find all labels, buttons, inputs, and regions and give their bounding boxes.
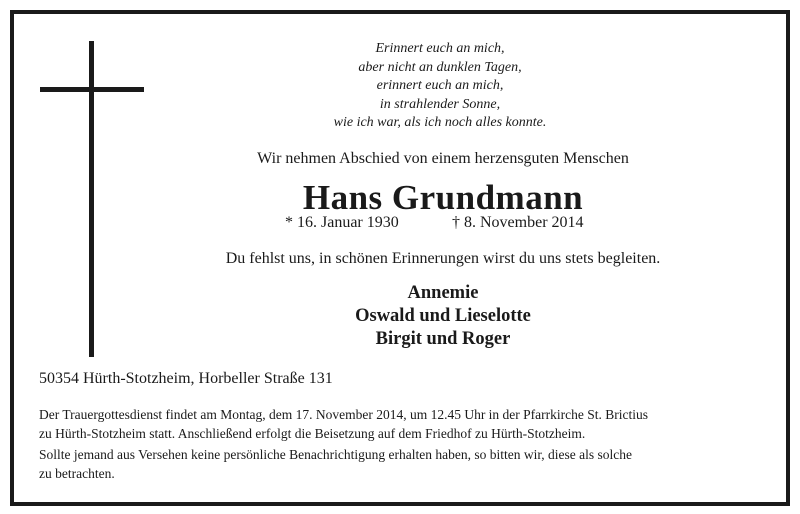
service-notice-line: zu Hürth-Stotzheim statt. Anschließend erfolgt die Beisetzung auf dem Friedhof zu Hürth-Stotzheim. [39, 426, 586, 441]
poem-line: wie ich war, als ich noch alles konnte. [333, 115, 547, 130]
mourner-name: Birgit und Roger [375, 329, 511, 349]
mourner-name: Annemie [407, 283, 479, 303]
service-notice-line: Der Trauergottesdienst findet am Montag, dem 17. November 2014, um 12.45 Uhr in der Pfarrkirche St. Brictius [39, 407, 649, 422]
notification-notice [39, 445, 761, 483]
service-notice [39, 405, 761, 443]
memorial-poem [230, 40, 650, 133]
deceased-name: Hans Grundmann [302, 178, 584, 217]
family-address: 50354 Hürth-Stotzheim, Horbeller Straße 131 [39, 370, 333, 387]
remembrance-message: Du fehlst uns, in schönen Erinnerungen wirst du uns stets begleiten. [225, 250, 661, 267]
mourner-name: Oswald und Lieselotte [355, 306, 531, 326]
poem-line: in strahlender Sonne, [379, 96, 501, 112]
mourners-list [230, 282, 656, 351]
notification-notice-line: Sollte jemand aus Versehen keine persönliche Benachrichtigung erhalten haben, so bitten wir, diese als solche [39, 447, 633, 462]
birth-date: * 16. Januar 1930 [285, 214, 399, 231]
poem-line: erinnert euch an mich, [376, 78, 504, 93]
cross-horizontal-bar [40, 87, 144, 92]
death-date: † 8. November 2014 [452, 214, 584, 231]
farewell-intro: Wir nehmen Abschied von einem herzensguten Menschen [257, 150, 629, 167]
poem-line: Erinnert euch an mich, [375, 41, 505, 56]
poem-line: aber nicht an dunklen Tagen, [358, 59, 522, 75]
notification-notice-line: zu betrachten. [39, 466, 115, 481]
